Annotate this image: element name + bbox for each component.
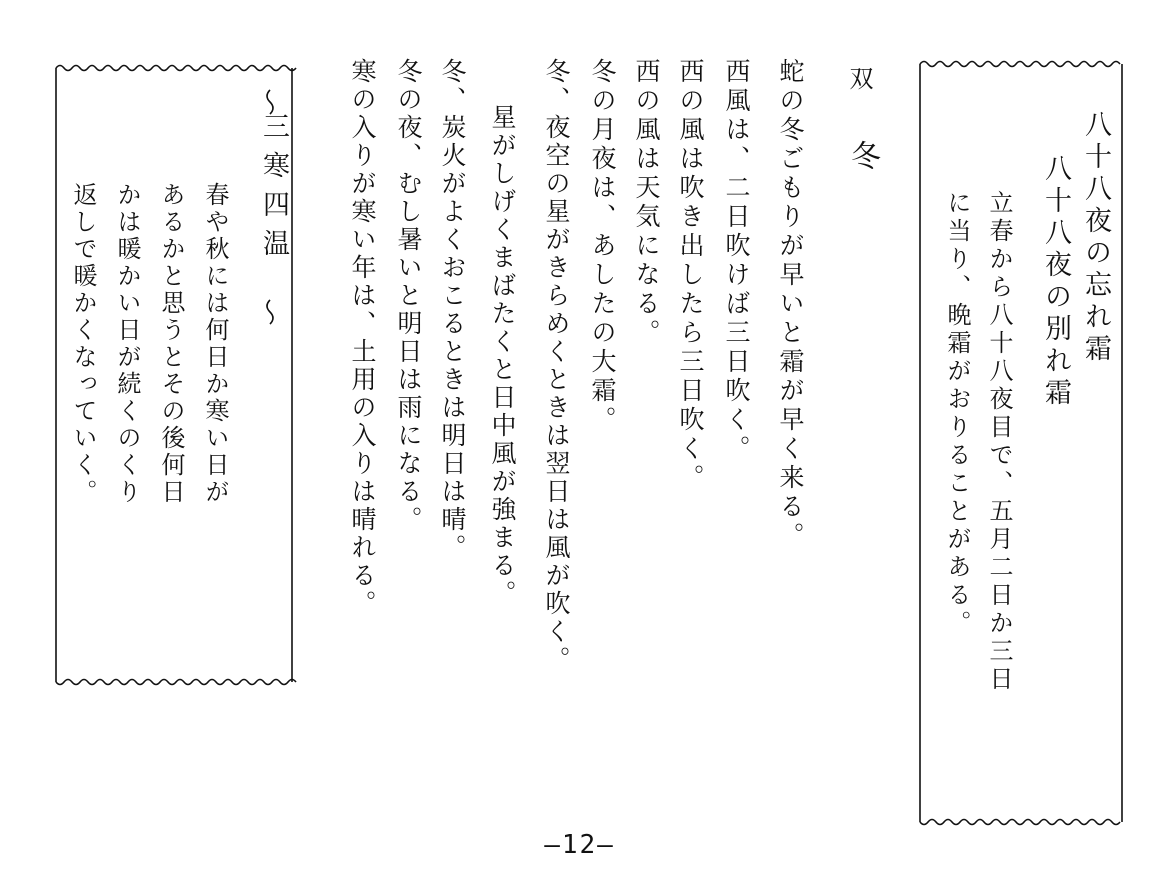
note-title: 三寒四温 bbox=[258, 112, 289, 268]
proverb-line: 冬、夜空の星がきらめくときは翌日は風が吹く。 bbox=[542, 58, 571, 674]
proverb-line: 西の風は吹き出したら三日吹く。 bbox=[676, 58, 705, 493]
section-heading: 冬 bbox=[845, 140, 880, 175]
note-body-2: に当り、晩霜がおりることがある。 bbox=[943, 190, 971, 638]
proverb-line: 冬の夜、むし暑いと明日は雨になる。 bbox=[394, 58, 423, 534]
note-line-4: 返しで暖かくなっていく。 bbox=[69, 182, 97, 506]
note-title-1: 八十八夜の忘れ霜 bbox=[1080, 110, 1111, 366]
proverb-line: 冬、炭火がよくおこるときは明日は晴。 bbox=[438, 58, 467, 562]
section-number: 双 bbox=[845, 66, 873, 95]
note-box-left bbox=[52, 62, 298, 688]
proverb-line: 西の風は天気になる。 bbox=[632, 58, 661, 348]
note-line-3: かは暖かい日が続くのくり bbox=[113, 182, 141, 506]
proverb-line: 冬の月夜は、あしたの大霜。 bbox=[588, 58, 617, 435]
note-body-1: 立春から八十八夜目で、五月二日か三日 bbox=[985, 190, 1013, 694]
note-line-1: 春や秋には何日か寒い日が bbox=[201, 182, 229, 506]
proverb-line: 寒の入りが寒い年は、土用の入りは晴れる。 bbox=[348, 58, 377, 618]
note-title-2: 八十八夜の別れ霜 bbox=[1040, 154, 1071, 410]
note-box-right bbox=[916, 58, 1128, 828]
page-number: —12— bbox=[544, 830, 615, 860]
proverb-line: 蛇の冬ごもりが早いと霜が早く来る。 bbox=[776, 58, 805, 551]
proverb-line: 西風は、二日吹けば三日吹く。 bbox=[722, 58, 751, 464]
proverb-line: 星がしげくまばたくと日中風が強まる。 bbox=[488, 104, 517, 608]
note-line-2: あるかと思うとその後何日 bbox=[157, 182, 185, 506]
